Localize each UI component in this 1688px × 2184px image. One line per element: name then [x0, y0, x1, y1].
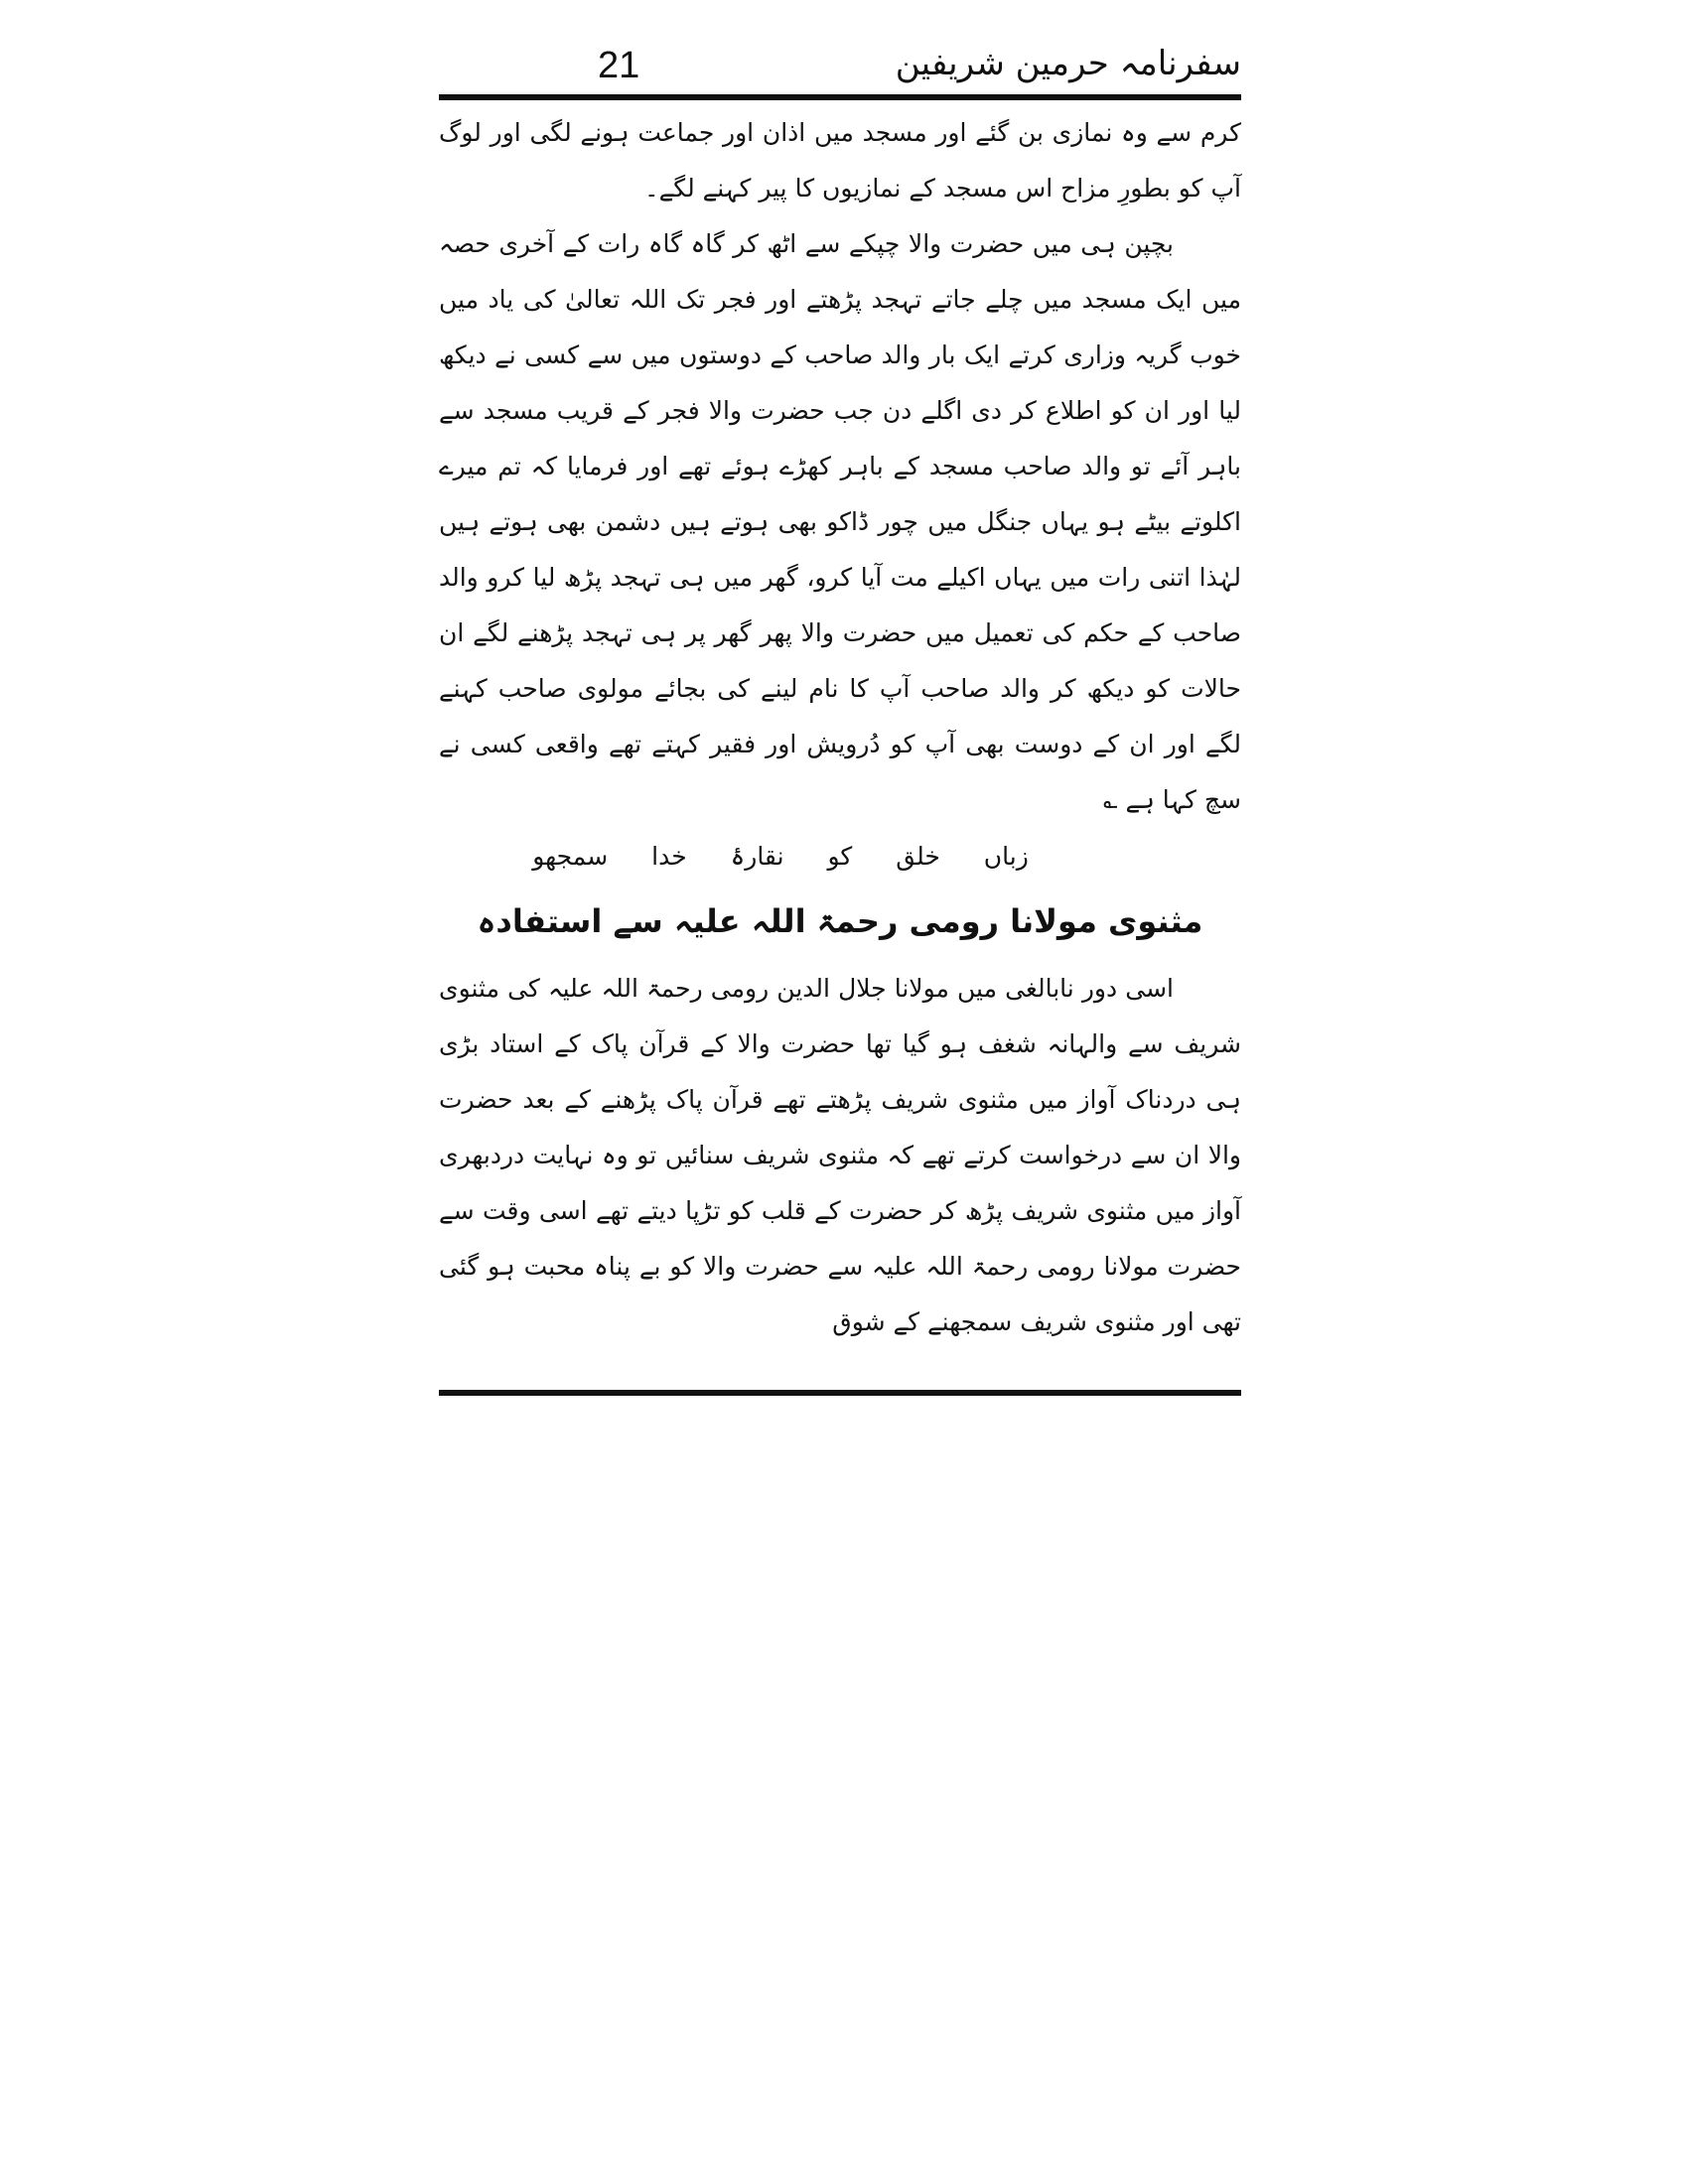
page-body: [439, 105, 1241, 1350]
section-heading: مثنوی مولانا رومی رحمۃ اللہ علیہ سے استفادہ: [477, 902, 1203, 940]
paragraph-1: کرم سے وہ نمازی بن گئے اور مسجد میں اذان اور جماعت ہونے لگی اور لوگ آپ کو بطورِ مزاح اس مسجد کے نمازیوں کا پیر کہنے لگے۔: [439, 118, 1241, 203]
book-page: [439, 40, 1241, 1410]
paragraph-2: بچپن ہی میں حضرت والا چپکے سے اٹھ کر گاہ گاہ رات کے آخری حصہ میں ایک مسجد میں چلے جاتے تہجد پڑھتے اور فجر تک اللہ تعالیٰ کی یاد میں خوب گریہ وزاری کرتے ایک بار والد صاحب کے دوستوں میں سے کسی نے دیکھ لیا اور ان کو اطلاع کر دی اگلے دن جب حضرت والا فجر کے قریب مسجد سے باہر آئے تو والد صاحب مسجد کے باہر کھڑے ہوئے تھے اور فرمایا کہ تم میرے اکلوتے بیٹے ہو یہاں جنگل میں چور ڈاکو بھی ہوتے ہیں دشمن بھی ہوتے ہیں لہٰذا اتنی رات میں یہاں اکیلے مت آیا کرو، گھر میں ہی تہجد پڑھ لیا کرو والد صاحب کے حکم کی تعمیل میں حضرت والا پھر گھر پر ہی تہجد پڑھنے لگے ان حالات کو دیکھ کر والد صاحب آپ کا نام لینے کی بجائے مولوی صاحب کہنے لگے اور ان کے دوست بھی آپ کو دُرویش اور فقیر کہتے تھے واقعی کسی نے سچ کہا ہے ؎: [439, 229, 1241, 814]
book-title: سفرنامہ حرمین شریفین: [895, 44, 1241, 83]
paragraph-3: اسی دور نابالغی میں مولانا جلال الدین رومی رحمۃ اللہ علیہ کی مثنوی شریف سے والہانہ شغف ہو گیا تھا حضرت والا کے قرآن پاک کے استاد بڑی ہی دردناک آواز میں مثنوی شریف پڑھتے تھے قرآن پاک پڑھنے کے بعد حضرت والا ان سے درخواست کرتے تھے کہ مثنوی شریف سنائیں تو وہ نہایت دردبھری آواز میں مثنوی شریف پڑھ کر حضرت کے قلب کو تڑپا دیتے تھے اسی وقت سے حضرت مولانا رومی رحمۃ اللہ علیہ سے حضرت والا کو بے پناہ محبت ہو گئی تھی اور مثنوی شریف سمجھنے کے شوق: [439, 974, 1241, 1336]
poetry-verse: زباں خلق کو نقارۂ خدا سمجھو: [532, 842, 1029, 871]
header-divider: [439, 94, 1241, 100]
page-number: 21: [598, 45, 640, 86]
footer-divider: [439, 1390, 1241, 1396]
page-header: [439, 40, 1241, 91]
